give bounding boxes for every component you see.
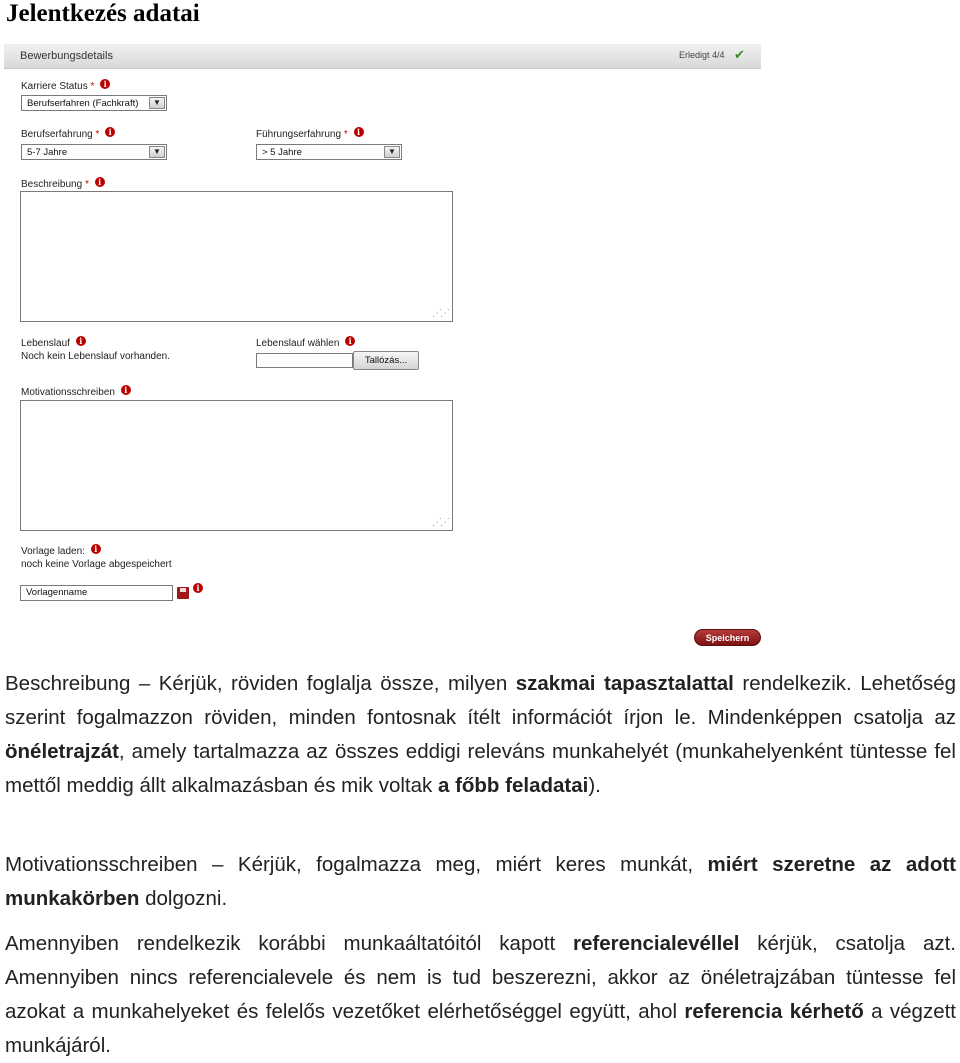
career-status-label: Karriere Status * i bbox=[21, 79, 110, 92]
required-mark: * bbox=[95, 129, 100, 140]
form-header bbox=[4, 44, 761, 69]
info-icon[interactable]: i bbox=[121, 385, 131, 395]
cv-file-input[interactable] bbox=[256, 353, 353, 368]
required-mark: * bbox=[90, 81, 95, 92]
info-icon[interactable]: i bbox=[193, 583, 203, 593]
floppy-disk-icon[interactable] bbox=[177, 587, 189, 599]
completion-status: Erledigt 4/4 bbox=[679, 50, 725, 60]
save-button[interactable]: Speichern bbox=[694, 629, 761, 646]
required-mark: * bbox=[343, 129, 348, 140]
motivation-paragraph: Motivationsschreiben – Kérjük, fogalmazza meg, miért keres munkát, miért szeretne az adott munkakörben dolgozni. bbox=[5, 853, 956, 910]
career-status-select[interactable]: Berufserfahren (Fachkraft) ▼ bbox=[21, 95, 167, 111]
motivation-label: Motivationsschreiben i bbox=[21, 385, 131, 398]
leadership-select[interactable]: > 5 Jahre ▼ bbox=[256, 144, 402, 160]
cv-label: Lebenslauf i bbox=[21, 336, 86, 349]
chevron-down-icon[interactable]: ▼ bbox=[149, 97, 165, 109]
application-details-form bbox=[4, 44, 761, 652]
experience-label: Berufserfahrung * i bbox=[21, 127, 115, 140]
info-icon[interactable]: i bbox=[76, 336, 86, 346]
info-icon[interactable]: i bbox=[345, 336, 355, 346]
resize-grip-icon[interactable]: ⋰⋰ bbox=[432, 308, 448, 319]
info-icon[interactable]: i bbox=[354, 127, 364, 137]
description-paragraph: Beschreibung – Kérjük, röviden foglalja össze, milyen szakmai tapasztalattal rendelkezik. Lehetőség szerint fogalmazzon röviden, minden fontosnak ítélt információt írjon le. Mindenképpen csatolja az önéletrajzát, amely tartalmazza az összes eddigi releváns munkahelyét (munkahelyenként tüntesse fel mettől meddig állt alkalmazásban és mik voltak a főbb feladatai). bbox=[5, 672, 957, 797]
page-title: Jelentkezés adatai bbox=[6, 0, 200, 27]
form-header-title: Bewerbungsdetails bbox=[20, 50, 113, 62]
experience-select[interactable]: 5-7 Jahre ▼ bbox=[21, 144, 167, 160]
info-icon[interactable]: i bbox=[100, 79, 110, 89]
cv-choose-label: Lebenslauf wählen i bbox=[256, 336, 355, 349]
info-icon[interactable]: i bbox=[91, 544, 101, 554]
browse-button[interactable]: Tallózás... bbox=[353, 351, 419, 370]
template-info bbox=[190, 583, 203, 596]
resize-grip-icon[interactable]: ⋰⋰ bbox=[432, 517, 448, 528]
checkmark-icon: ✔ bbox=[734, 47, 745, 62]
description-label: Beschreibung * i bbox=[21, 177, 105, 190]
info-icon[interactable]: i bbox=[95, 177, 105, 187]
template-name-input[interactable]: Vorlagenname bbox=[20, 585, 173, 601]
leadership-label: Führungserfahrung * i bbox=[256, 127, 364, 140]
description-textarea[interactable] bbox=[20, 191, 453, 322]
template-label: Vorlage laden: i bbox=[21, 544, 101, 557]
chevron-down-icon[interactable]: ▼ bbox=[384, 146, 400, 158]
required-mark: * bbox=[84, 179, 89, 190]
chevron-down-icon[interactable]: ▼ bbox=[149, 146, 165, 158]
cv-status: Noch kein Lebenslauf vorhanden. bbox=[21, 351, 170, 362]
reference-paragraph: Amennyiben rendelkezik korábbi munkaáltatóitól kapott referencialevéllel kérjük, csatolja azt. Amennyiben nincs referencialevele és nem is tud beszerezni, akkor az önéletrajzában tüntesse fel azokat a munkahelyeket és felelős vezetőket elérhetőséggel együtt, ahol referencia kérhető a végzett munkájáról. bbox=[5, 932, 956, 1057]
motivation-textarea[interactable] bbox=[20, 400, 453, 531]
info-icon[interactable]: i bbox=[105, 127, 115, 137]
template-status: noch keine Vorlage abgespeichert bbox=[21, 559, 172, 570]
